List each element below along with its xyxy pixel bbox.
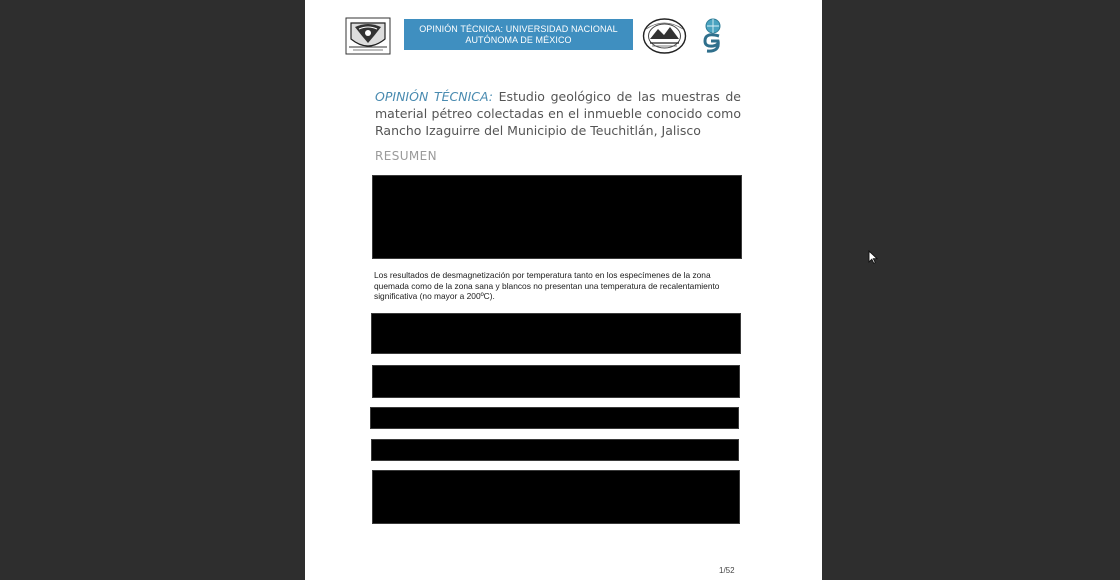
title-lead: OPINIÓN TÉCNICA: [375,89,493,104]
geology-seal-icon [642,17,687,55]
summary-paragraph: Los resultados de desmagnetización por temperatura tanto en los especímenes de la zona quemada como de la zona sana y blancos no presentan una temperatura de recalentamiento significativa (no mayor a 200ºC). [374,270,720,302]
mouse-pointer-icon [868,250,878,264]
unam-crest-icon [345,17,391,55]
document-page [305,0,822,580]
title-text: Estudio geológico de las muestras de material pétreo colectadas en el inmueble conocido como Rancho Izaguirre del Municipio de Teuchitlán, Jalisco [375,89,741,138]
document-title [375,88,741,139]
viewer-background-left [0,0,305,580]
g-globe-logo-icon [697,16,727,54]
header-banner-text: OPINIÓN TÉCNICA: UNIVERSIDAD NACIONAL AUTÓNOMA DE MÉXICO [419,23,618,45]
redaction-block [372,175,742,259]
redaction-block [372,470,740,524]
header-banner [404,19,633,50]
redaction-block [371,313,741,354]
page-number: 1/52 [719,566,735,575]
section-heading: RESUMEN [375,149,438,163]
redaction-block [370,407,739,429]
redaction-block [371,439,739,461]
viewer-background-right [822,0,1120,580]
redaction-block [372,365,740,398]
